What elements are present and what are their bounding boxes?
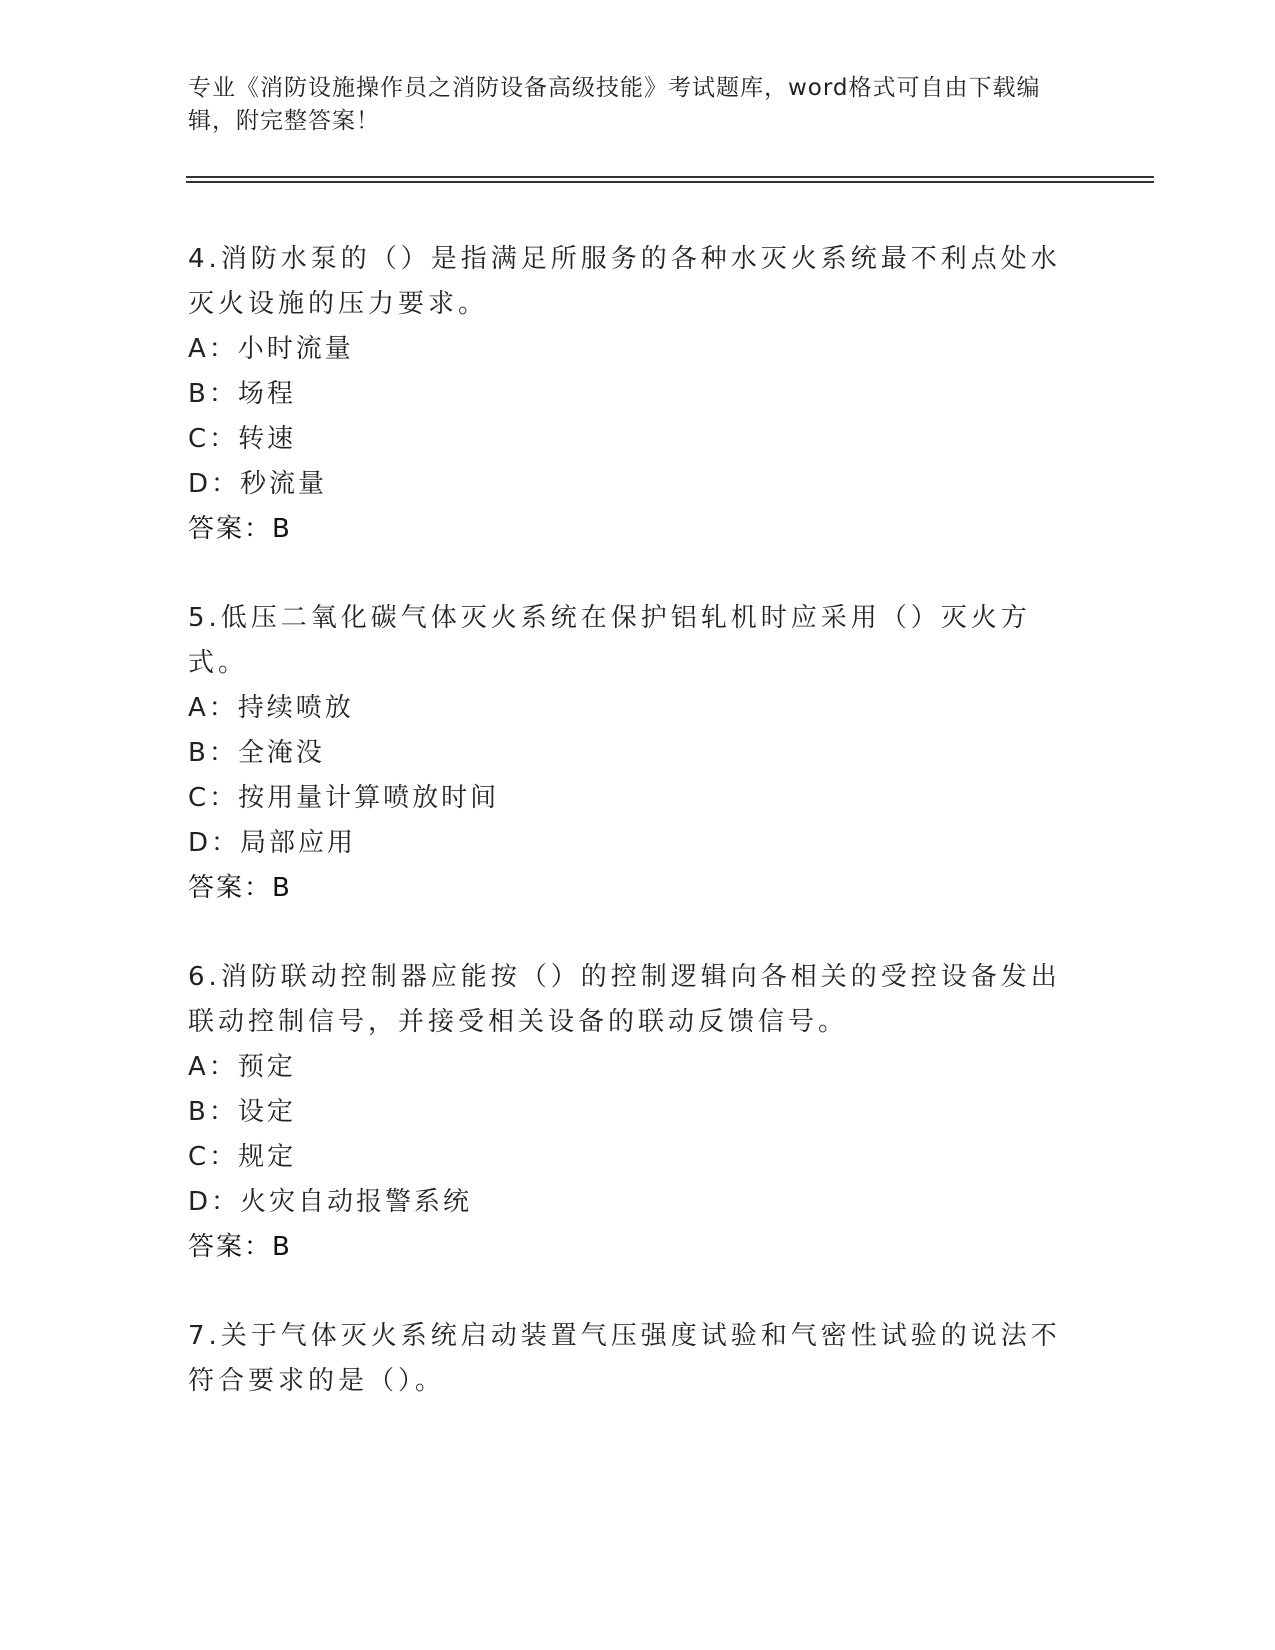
- question-stem: 7.关于气体灭火系统启动装置气压强度试验和气密性试验的说法不符合要求的是（）。: [188, 1321, 1061, 1396]
- option-a: A：小时流量: [188, 334, 354, 364]
- answer-label: 答案：B: [188, 873, 292, 903]
- option-d: D：秒流量: [188, 469, 328, 499]
- option-b: B：场程: [188, 379, 296, 409]
- question-stem: 6.消防联动控制器应能按（）的控制逻辑向各相关的受控设备发出联动控制信号，并接受相关设备的联动反馈信号。: [188, 962, 1061, 1037]
- option-c: C：规定: [188, 1142, 297, 1172]
- question-7: [188, 1314, 1068, 1404]
- header-rule-top: [186, 176, 1154, 178]
- question-stem: 4.消防水泵的（）是指满足所服务的各种水灭火系统最不利点处水灭火设施的压力要求。: [188, 244, 1061, 319]
- document-header: 专业《消防设施操作员之消防设备高级技能》考试题库，word格式可自由下载编辑，附完整答案！: [188, 75, 1041, 134]
- option-b: B：全淹没: [188, 738, 325, 768]
- option-d: D：火灾自动报警系统: [188, 1187, 473, 1217]
- option-a: A：持续喷放: [188, 693, 354, 723]
- option-c: C：转速: [188, 424, 297, 454]
- answer-label: 答案：B: [188, 1232, 292, 1262]
- option-d: D：局部应用: [188, 828, 357, 858]
- question-6: [188, 955, 1068, 1270]
- question-5: [188, 596, 1068, 911]
- header-rule-bottom: [186, 181, 1154, 183]
- option-c: C：按用量计算喷放时间: [188, 783, 500, 813]
- option-a: A：预定: [188, 1052, 296, 1082]
- question-stem: 5.低压二氧化碳气体灭火系统在保护铝轧机时应采用（）灭火方式。: [188, 603, 1031, 678]
- question-4: [188, 237, 1068, 552]
- option-b: B：设定: [188, 1097, 296, 1127]
- question-list: [188, 237, 1068, 1448]
- answer-label: 答案：B: [188, 514, 292, 544]
